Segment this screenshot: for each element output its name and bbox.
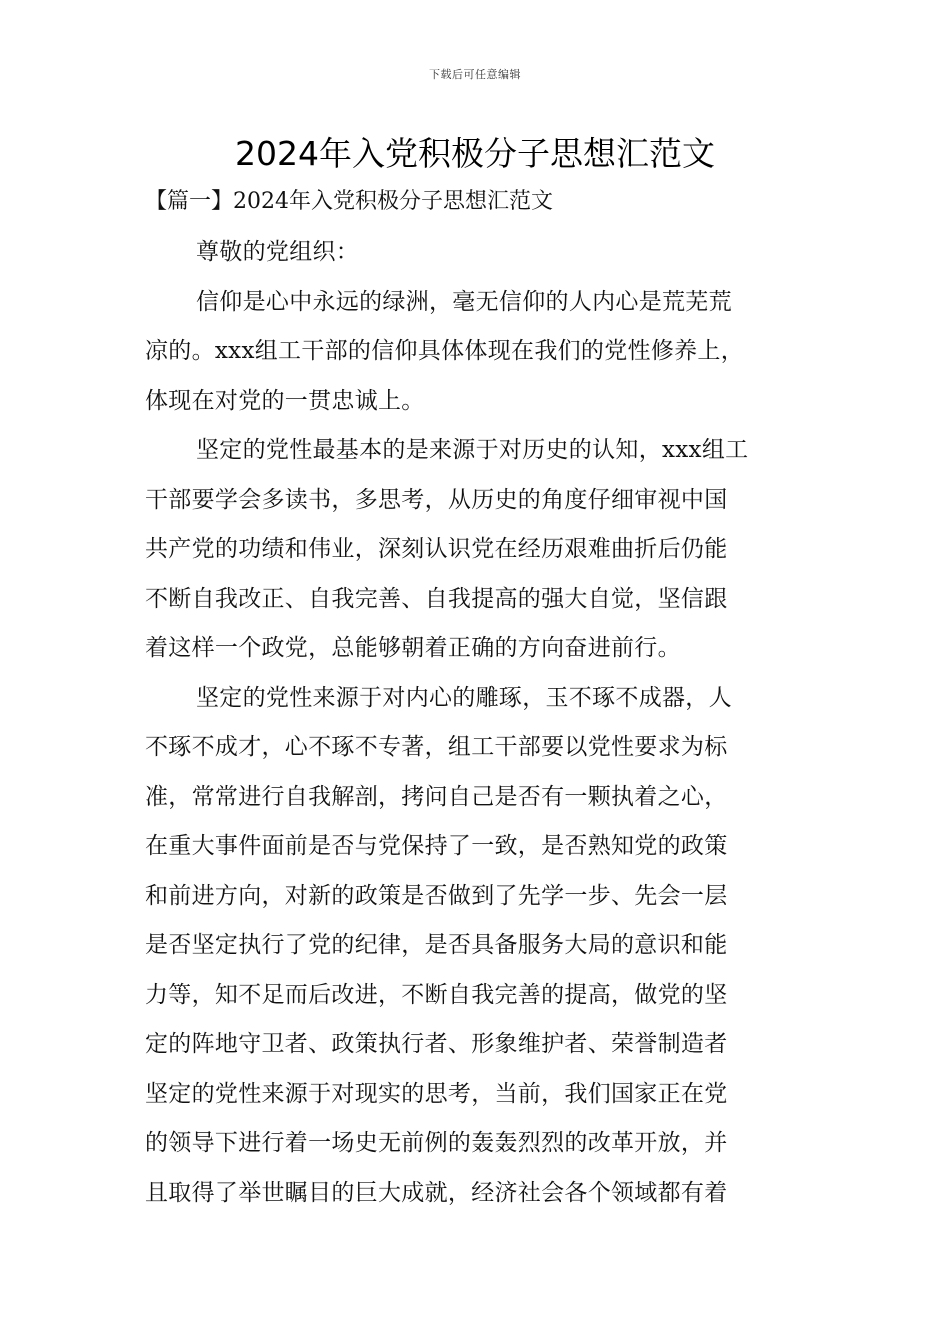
body-line: 坚定的党性最基本的是来源于对历史的认知，xxx组工 (196, 437, 749, 463)
body-line: 和前进方向，对新的政策是否做到了先学一步、先会一层 (145, 882, 728, 909)
body-line: 凉的。xxx组工干部的信仰具体体现在我们的党性修养上， (145, 338, 745, 364)
body-line: 准，常常进行自我解剖，拷问自己是否有一颗执着之心， (145, 783, 728, 810)
body-line: 且取得了举世瞩目的巨大成就，经济社会各个领域都有着 (145, 1179, 728, 1206)
body-line: 干部要学会多读书，多思考，从历史的角度仔细审视中国 (145, 486, 728, 513)
body-line: 的领导下进行着一场史无前例的轰轰烈烈的改革开放，并 (145, 1130, 728, 1156)
section-heading: 【篇一】2024年入党积极分子思想汇范文 (145, 189, 553, 214)
body-line: 力等，知不足而后改进，不断自我完善的提高，做党的坚 (145, 981, 728, 1008)
body-line: 不断自我改正、自我完善、自我提高的强大自觉，坚信跟 (145, 585, 728, 612)
body-line: 共产党的功绩和伟业，深刻认识党在经历艰难曲折后仍能 (145, 536, 728, 562)
body-line: 信仰是心中永远的绿洲，毫无信仰的人内心是荒芜荒 (196, 288, 732, 315)
body-line: 着这样一个政党，总能够朝着正确的方向奋进前行。 (145, 635, 681, 661)
header-note: 下载后可任意编辑 (429, 68, 521, 81)
body-line: 是否坚定执行了党的纪律，是否具备服务大局的意识和能 (145, 932, 728, 958)
salutation-line: 尊敬的党组织： (196, 239, 360, 265)
body-line: 体现在对党的一贯忠诚上。 (145, 387, 425, 414)
document-title: 2024年入党积极分子思想汇范文 (235, 134, 715, 173)
body-line: 在重大事件面前是否与党保持了一致，是否熟知党的政策 (145, 833, 728, 859)
body-line: 定的阵地守卫者、政策执行者、形象维护者、荣誉制造者 (145, 1031, 728, 1057)
body-line: 坚定的党性来源于对现实的思考，当前，我们国家正在党 (145, 1080, 728, 1107)
body-line: 坚定的党性来源于对内心的雕琢，玉不琢不成器，人 (196, 684, 732, 711)
body-text (145, 228, 810, 1218)
body-line: 不琢不成才，心不琢不专著，组工干部要以党性要求为标 (145, 734, 728, 760)
